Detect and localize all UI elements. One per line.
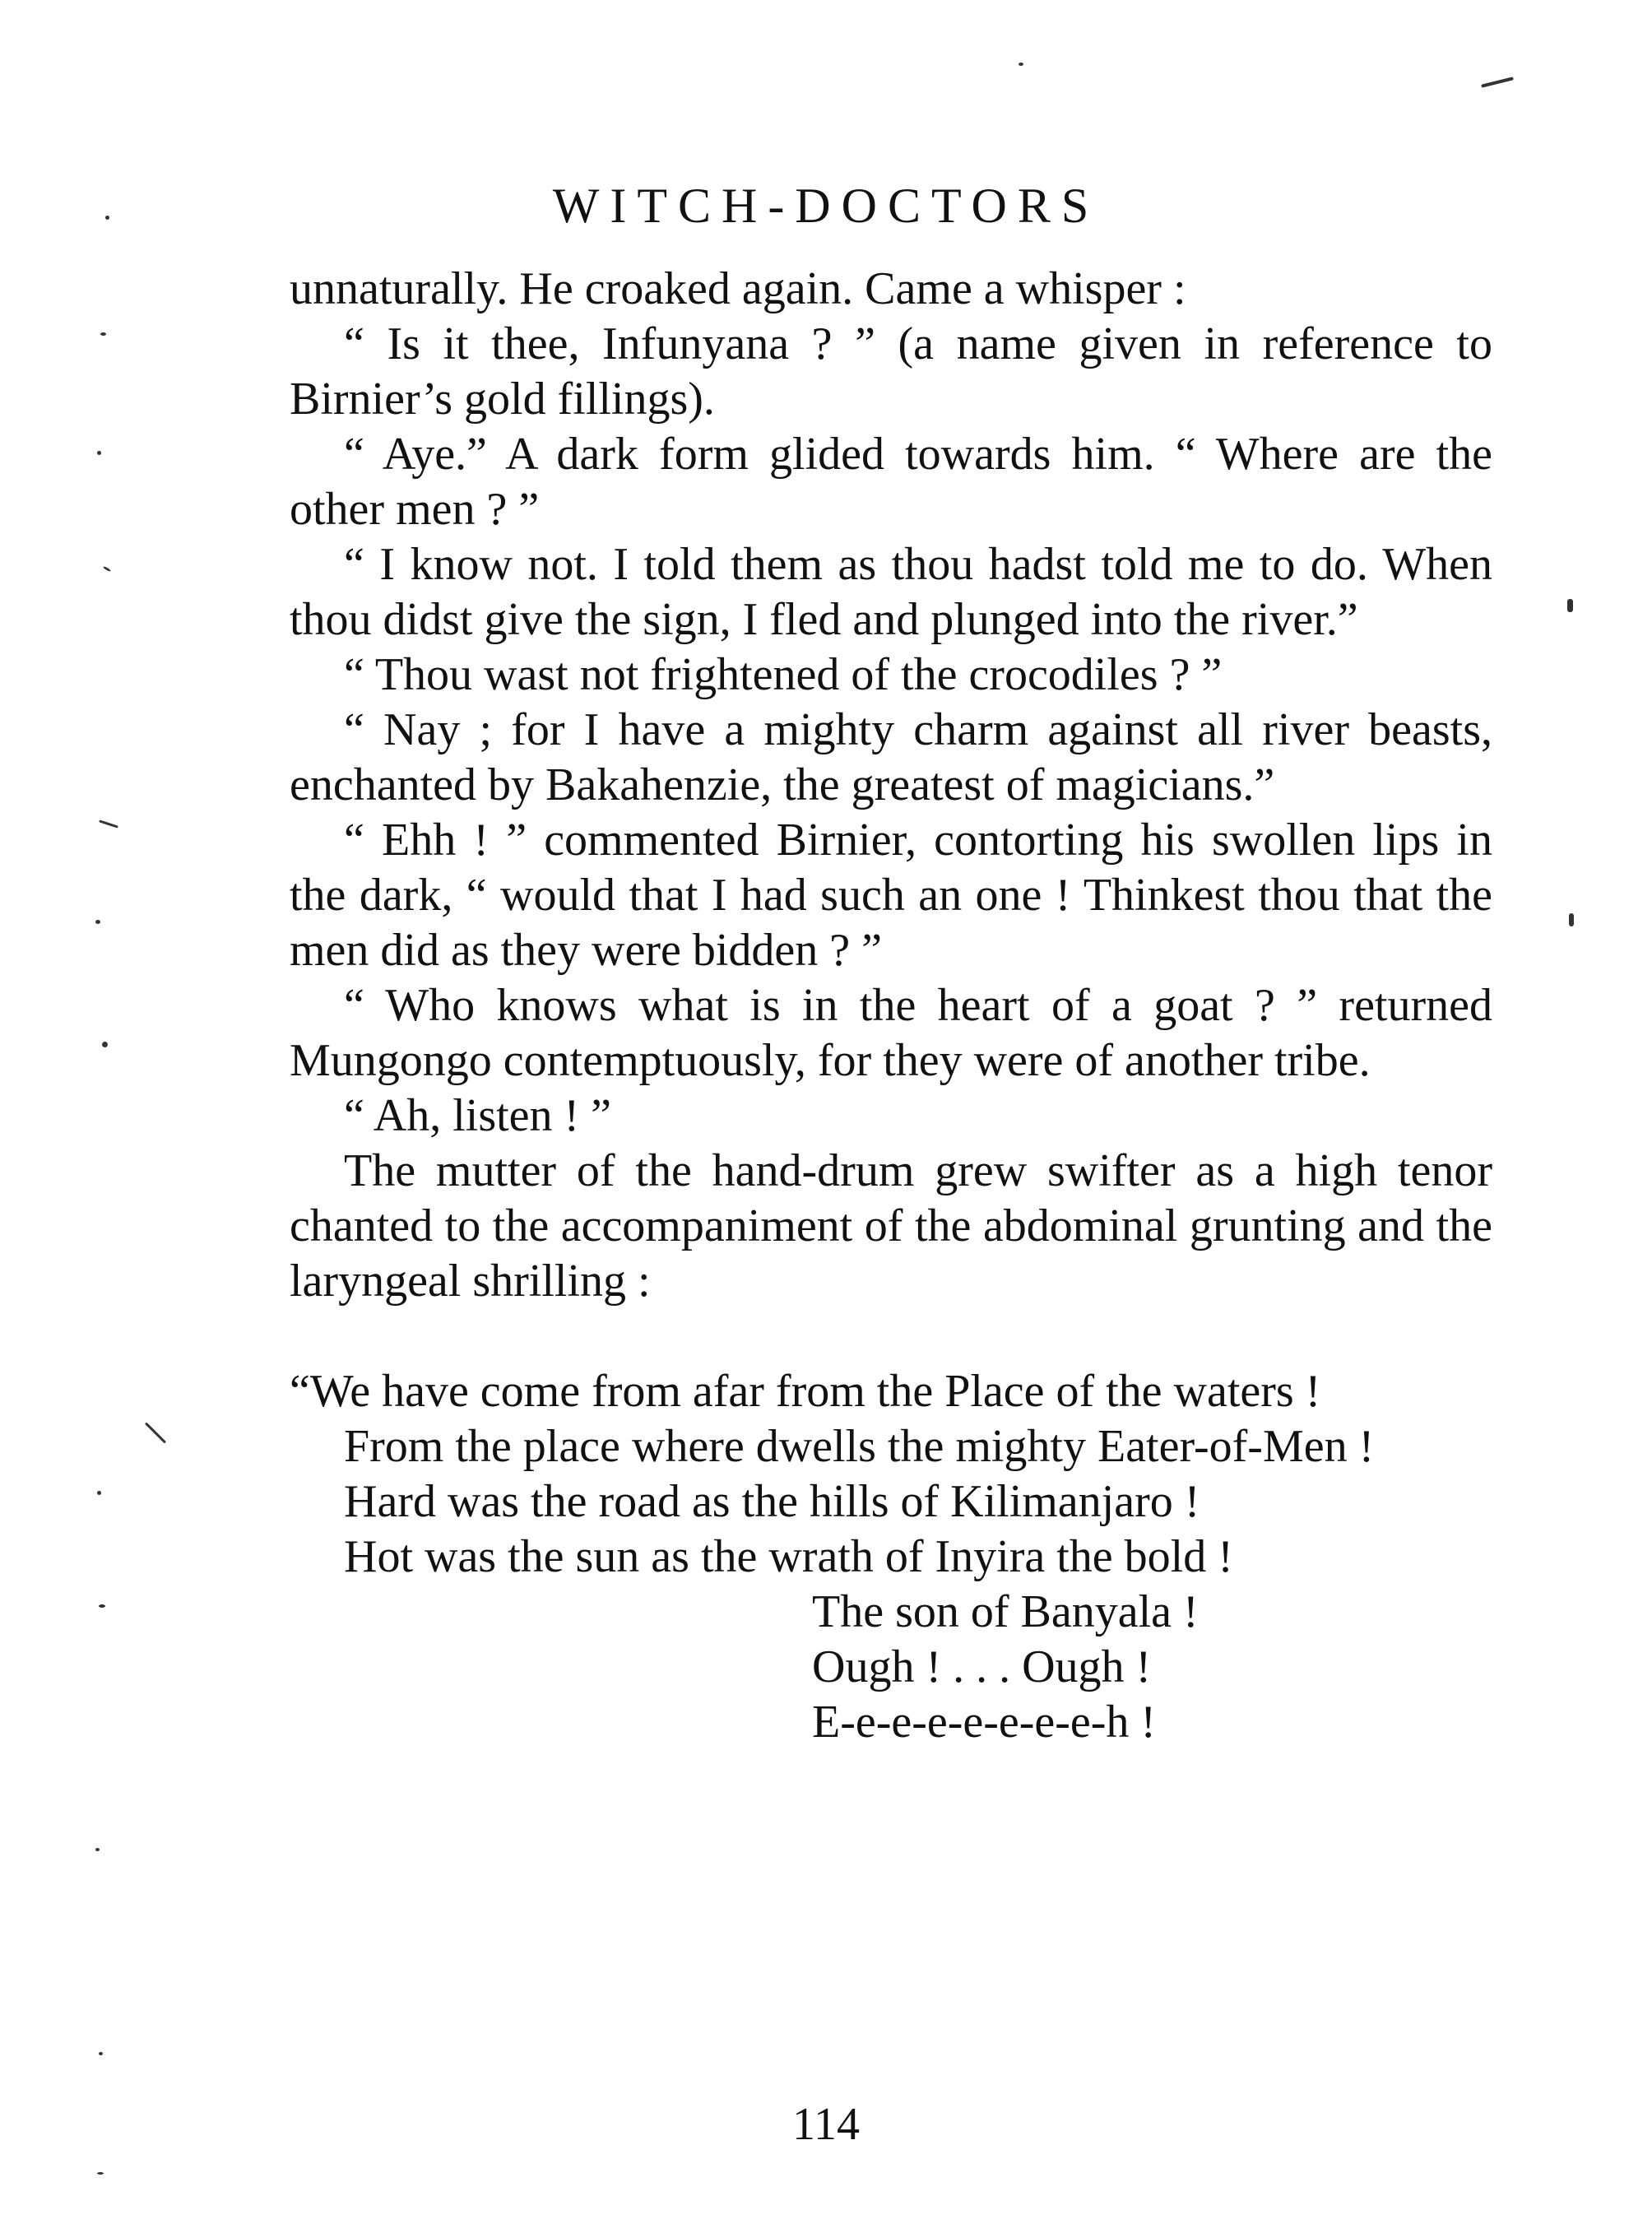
refrain-line: Ough ! . . . Ough ! [812, 1641, 1152, 1692]
paragraph: unnaturally. He croaked again. Came a whisper : [290, 263, 1186, 314]
verse-line: Hot was the sun as the wrath of Inyira the bold ! [344, 1531, 1233, 1582]
chant-verse [290, 1364, 1492, 1750]
paragraph: “ Is it thee, Infunyana ? ” (a name given in reference to Birnier’s gold fillings). [290, 318, 1492, 425]
paragraph: “ Thou wast not frightened of the crocodiles ? ” [344, 649, 1223, 700]
scan-speck [1019, 63, 1023, 66]
scan-speck [97, 2172, 104, 2175]
refrain-line: E-e-e-e-e-e-e-e-h ! [812, 1697, 1157, 1748]
body-text [290, 262, 1492, 1750]
paragraph: “ I know not. I told them as thou hadst told me to do. When thou didst give the sign, I fled and plunged into the river.” [290, 539, 1492, 645]
scan-speck [97, 1491, 101, 1495]
scan-speck [99, 819, 118, 828]
paragraph: “ Aye.” A dark form glided towards him. “ Where are the other men ? ” [290, 429, 1492, 535]
verse-line: From the place where dwells the mighty Eater-of-Men ! [344, 1421, 1375, 1472]
running-head: WITCH-DOCTORS [552, 179, 1100, 233]
paragraph: The mutter of the hand-drum grew swifter as a high tenor chanted to the accompaniment of the abdominal grunting and the laryngeal shrilling : [290, 1145, 1492, 1307]
paragraph: “ Ehh ! ” commented Birnier, contorting his swollen lips in the dark, “ would that I had such an one ! Thinkest thou that the men did as they were bidden ? ” [290, 815, 1492, 976]
refrain-line: The son of Banyala ! [812, 1586, 1199, 1637]
scan-speck [102, 1042, 108, 1047]
scan-speck [99, 1604, 105, 1608]
scan-speck [103, 566, 111, 573]
paragraph: “ Ah, listen ! ” [344, 1090, 612, 1141]
scan-speck [105, 216, 109, 220]
scan-speck [99, 2052, 103, 2055]
paragraph: “ Nay ; for I have a mighty charm against all river beasts, enchanted by Bakahenzie, the greatest of magicians.” [290, 704, 1492, 810]
scan-speck [145, 1422, 166, 1443]
scan-speck [97, 451, 101, 455]
scan-speck [1481, 77, 1514, 88]
scan-speck [1567, 599, 1573, 612]
page-number: 114 [792, 2099, 860, 2150]
scan-speck [100, 332, 106, 336]
verse-line: Hard was the road as the hills of Kilimanjaro ! [344, 1476, 1200, 1527]
scan-speck [95, 1848, 100, 1851]
verse-line: “We have come from afar from the Place of the waters ! [290, 1366, 1321, 1417]
paragraph: “ Who knows what is in the heart of a goat ? ” returned Mungongo contemptuously, for they were of another tribe. [290, 980, 1492, 1086]
scan-speck [95, 920, 100, 924]
scan-speck [1569, 913, 1574, 926]
